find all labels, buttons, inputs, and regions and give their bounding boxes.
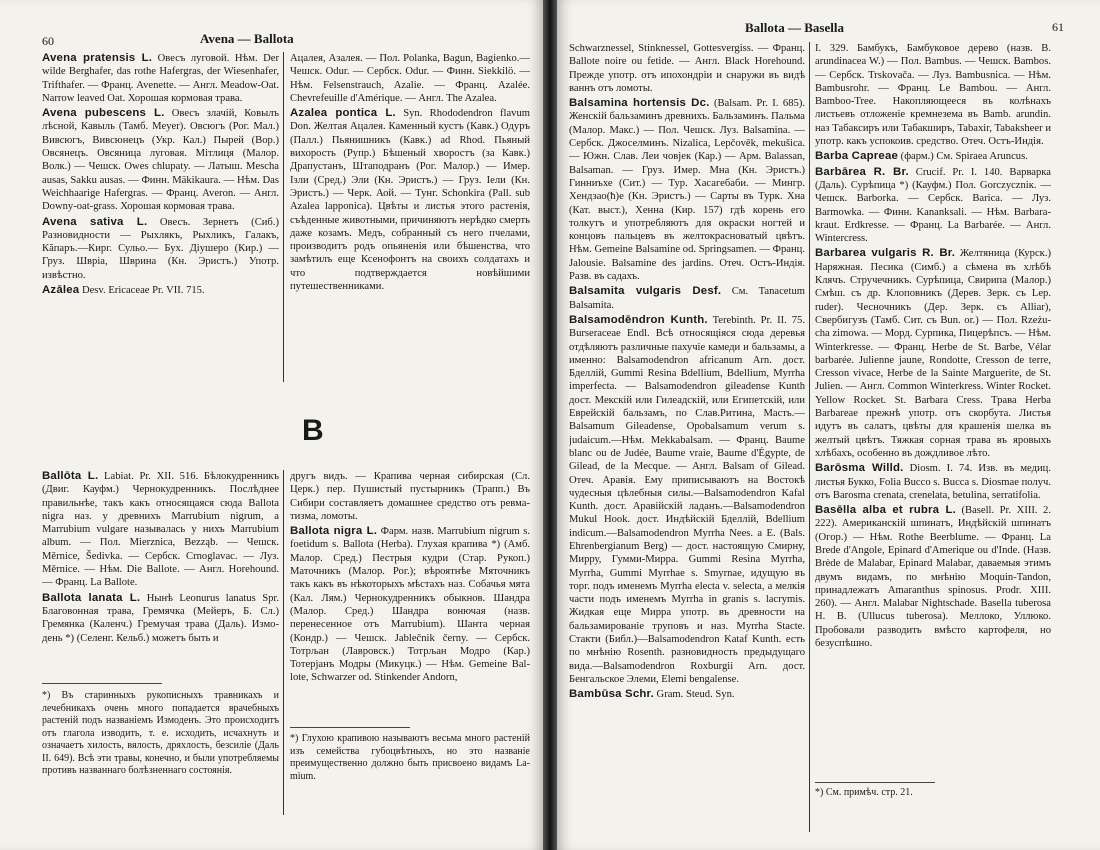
section-letter: B <box>302 414 324 447</box>
entry-text: См. Tanacetum Balsamita. <box>569 286 805 311</box>
footnote-1: *) Въ старинныхъ рукописныхъ травникахъ и лечебникахъ очень много попадается врачебныхъ растеній подъ названіемъ Измоденъ. Это происходитъ отъ глагола изводить, т. е. исходить, исчахнуть и означаетъ хилость, вялость, дряхлость, безсиліе (Даль II. 649). Всѣ эти травы, конечно, и были употребляемы противъ названнаго болѣзненнаго состоянія. <box>42 690 279 776</box>
dictionary-entry <box>569 688 805 701</box>
entry-headword: Basēlla alba et rubra L. <box>815 504 956 517</box>
right-page <box>557 0 1100 850</box>
entry-headword: Ballōta L. <box>42 470 99 482</box>
entry-text: Ацалея, Азалея. — Пол. Polanka, Bagun, Bagienko.— Чешск. Odur. — Сербск. Odur. — Финн. Siekkilö. — Нѣм. Felsenstrauch, Azalie. — Франц. Azalée. Chevrefeuille d'Amérique. — Англ. The Azalea. <box>290 53 530 104</box>
running-header: Avena — Ballota <box>200 31 294 46</box>
entry-text: Овесъ злачій, Ковылъ лѣсной, Кавыль (Тамб. Meyer). Овсюгъ (Рог. Мал.) Вивсюгъ, Вивсюнецъ (Укр. Кал.) Пырей (Вор.) Овсянецъ. Овсяница луговая. Мітлиця (Малор. Волк.) — Чешск. Owes chlupaty. — Латыш. Mescha ausas, Sakku ausas. — Финн. Mäkikaura. — Нѣм. Das Weichhaarige Hafergras. — Франц. Averon. — Англ. Downy-oat-grass. Хорошая кормовая трава. <box>42 108 279 213</box>
column-divider <box>283 470 284 815</box>
entry-text: (Basell. Pr. XIII. 2. 222). Американскій шпинатъ, Индѣйскій шпинатъ (Огор.) — Нѣм. Rothe Beerblume. — Франц. La Brede d'Angole, Epinard d'Amerique ou d'Inde. (Назв. Brède de Malabar, Epinard Malabar, даваемыя этимъ двумъ видамъ, по мнѣнію Moquin-Tandon, принадлежатъ Amaranthus spinosus. Prodr. XIII. 260). — Англ. Malabar Nightschade. Basella tuberosa H. B. (Ullucus tuberosa). Меллоко, Уллюко. Пробовали разводить вмѣсто картофеля, но безуспѣшно. <box>815 505 1051 650</box>
entry-text: Diosm. I. 74. Изв. въ медиц. листья Букко, Folia Bucco s. Bucca s. Diosmae получ. отъ Barosma crenata, crenelata, betulina, serratifolia. <box>815 463 1051 501</box>
footnote-2: *) Глухою крапивою называютъ весьма много растеній изъ семейства губоцвѣтныхъ, но это названіе преимущественно должно быть присвоено видамъ Lamium. <box>290 733 530 782</box>
top-column-1 <box>42 52 279 398</box>
column-divider <box>809 42 810 832</box>
dictionary-entry <box>815 166 1051 246</box>
column-divider <box>283 52 284 382</box>
dictionary-entry <box>815 462 1051 502</box>
dictionary-entry <box>42 592 279 645</box>
bottom-column-2 <box>290 470 530 722</box>
dictionary-entry <box>42 284 279 297</box>
top-column-2 <box>290 52 530 398</box>
dictionary-entry <box>290 107 530 293</box>
entry-headword: Ballota nigra L. <box>290 525 378 538</box>
dictionary-entry <box>815 504 1051 650</box>
footnote: *) См. примѣч. стр. 21. <box>815 787 913 798</box>
entry-text: Crucif. Pr. I. 140. Варварка (Даль). Сурѣпица *) (Кауфм.) Пол. Gorczyczniк. — Чешск. Barborka. — Сербск. Barica. — Луз. Barmowka. — Финн. Kananksali. — Нѣм. Barbarakraut. Erdkresse. — Франц. La Barbarée. — Англ. Wintercress. <box>815 166 1051 245</box>
dictionary-entry <box>42 107 279 213</box>
footnote-rule <box>815 782 935 783</box>
entry-text: Gram. Steud. Syn. <box>653 689 735 701</box>
page-number: 60 <box>42 34 54 48</box>
entry-headword: Azālea <box>42 284 80 297</box>
entry-text: I. 329. Бамбукъ, Бамбуковое дерево (назв. В. arundinacea W.) — Пол. Bambus. — Чешск. Bambos. — Сербск. Trskovača. — Луз. Bambusnica. — Нѣм. Bambusrohr. — Франц. Le Bambou. — Англ. Bamboo-Tree. Накопляющееся въ колѣнахъ листьевъ отложеніе кремнезема въ Bamb. arundin. наз Табаксиръ или Табакширъ, Tabaxir, Tabaksheer и употр. какъ успокоив. средство. Отеч. Остъ-Индія. <box>815 43 1051 148</box>
dictionary-entry <box>42 470 279 590</box>
running-header: Ballota — Basella <box>745 20 844 35</box>
right-column-1 <box>569 42 805 842</box>
bottom-column-1 <box>42 470 279 678</box>
right-column-2 <box>815 42 1051 782</box>
footnote-rule <box>42 683 162 684</box>
entry-text: другъ видъ. — Крапива черная сибирская (Сл. Церк.) пер. Пушистый пустырникъ (Трапп.) Въ Сибири составляетъ домашнее средство отъ ревматизма, ломоты. <box>290 471 530 522</box>
entry-headword: Azalea pontica L. <box>290 107 396 120</box>
entry-headword: Balsamodēndron Kunth. <box>569 313 708 326</box>
dictionary-entry <box>42 52 279 105</box>
dictionary-entry <box>42 216 279 282</box>
entry-text: Желтяница (Курск.) Наряжная. Песика (Симб.) а сѣмена въ хлѣбѣ Клячъ. Стручечникъ. Сурѣпица, Свирипа (Малор.) Смѣш. съ др. Клоповникъ (Дерев. Зерк. съ Lep. ruder). Чесночникъ (Дер. Зерк. съ Alliar), Свербигузъ (Тамб. Сит. съ Bun. or.) — Пол. Rzeżucha zimowa. — Морд. Сурпика, Пицерѣпсъ. — Нѣм. Winterkresse. — Франц. Herbe de St. Barbe, Vélar barbarée. Julienne jaune, Rondotte, Cresson de terre, Cresson vivace, Herbe de la Sainte Marguerite, de St. Julien. — Англ. Common Winterkress. Winter Rocket. Yellow Rocket. St. Barbara Cress. Трава Herba Barbareae прежнѣ употр. отъ скорбута. Листья идутъ въ салатъ, цвѣты для крашенія шелка въ желтый цвѣтъ. Тяжкая сорная трава въ яровыхъ хлѣбахъ, особенно въ дождливое лѣто. <box>815 248 1051 459</box>
entry-headword: Barbārea R. Br. <box>815 165 909 178</box>
dictionary-entry <box>290 470 530 523</box>
entry-text: Фарм. назв. Marrubium nigrum s. foetidum s. Ballota (Herba). Глухая крапива *) (Амб. Малор. Сред.) Пестрыя кудри (Стар. Рукоп.) Маточникъ (Малор. Рог.); вѣроятнѣе Мяточникъ такъ какъ въ нѣкоторыхъ мѣстахъ наз. Собачья мята (Кал. Лям.) Чернокудренникъ обыкнов. Шандра (Малор. Сред.) Шандра вонючая (назв. перенесенное отъ Marrubium). Шанта черная (Кондр.) — Чешск. Jablečnik černy. — Сербск. Тотрљан (Лавровск.) Тотрљан Модро (Кар.) Тотерјанъ Модры (Микуцк.) — Нѣм. Gemeine Ballote, Schwarzer od. Stinkender Andorn, <box>290 526 530 684</box>
entry-headword: Avena pratensis L. <box>42 52 153 64</box>
entry-headword: Barbarea vulgaris R. Br. <box>815 247 956 260</box>
dictionary-entry <box>569 285 805 312</box>
footnote-rule <box>290 727 410 728</box>
dictionary-entry <box>569 314 805 686</box>
entry-text: Desv. Ericaceae Pr. VII. 715. <box>79 285 205 297</box>
entry-text: Овесъ луговой. Нѣм. Der wilde Berghafer, das rothe Hafergras, der Wiesenhafer, Trifthafer. — Франц. Avenette. — Англ. Meadow-Oat. Narrow leaved Oat. Хорошая кормовая трава. <box>42 53 279 104</box>
dictionary-entry <box>815 150 1051 163</box>
entry-text: (Balsam. Pr. I. 685). Женскій бальзаминъ древнихъ. Бальзаминъ. Пальма (Малор. Макс.) — Пол. Чешск. Луз. Balsamina. — Сербск. Джоселминъ. Nizalica, Lepčovēk, mekušica. — Южн. Слав. Леи човјек (Кар.) — Арм. Balassan, Balsaman. — Груз. Имер. Мна (Кн. Эристъ.) Гинниъхе (Сит.) — Тур. Хасагебаби. — Мингр. Хендзао(ħ)е (Кн. Эристъ.) — Сарты въ Турк. Хна (Кат. выст.), Хенна (Кир. 157) гдѣ корень его толкутъ и употребляютъ для окраски ногтей и концовъ пальцевъ въ желтокрасноватый цвѣтъ. Нѣм. Gemeine Balsamine od. Springsamen. — Франц. Jalousie. Balsamine des jardins. Отеч. Остъ-Индія. Разв. въ садахъ. <box>569 98 805 283</box>
page-number: 61 <box>1052 20 1064 34</box>
entry-text: Овесъ. Зернетъ (Сиб.) Разновидности — Рыхлякъ, Рыхликъ, Галакъ, Кăпаръ.—Кирг. Сульо.— Бух. Дiушеро (Кир.) — Груз. Шврiа, Шврина (Кн. Эристъ.) Употр. извѣстно. <box>42 216 279 281</box>
entry-text: Нынѣ Leonurus lanatus Spr. Благовонная трава, Гремячка (Мейеръ, Б. Сл.) Гремянка (Каленч.) Гремучая трава (Даль). Измодень *) (Селенг. Кельб.) можетъ быть и <box>42 592 279 644</box>
entry-headword: Avena pubescens L. <box>42 107 165 120</box>
dictionary-entry <box>290 52 530 105</box>
entry-text: Labiat. Pr. XII. 516. Бѣлокудренникъ (Двиг. Кауфм.) Чернокудренникъ. Послѣднее правильнѣе, такъ какъ относящаяся сюда Ballota nigra наз. у древнихъ Marrubium nigrum, а Marrubium vulgare называлась у нихъ Marrubium album. — Пол. Mierznica, Bezząb. — Чешск. Měrnice, Šedivka. — Сербск. Crnoglavac. — Луз. Měrnice. — Нѣм. Die Ballote. — Англ. Horehound. — Франц. La Ballote. <box>42 471 279 589</box>
dictionary-entry <box>815 247 1051 460</box>
entry-headword: Balsamina hortensis Dc. <box>569 97 710 110</box>
entry-headword: Barba Capreae <box>815 150 899 163</box>
entry-headword: Ballota lanata L. <box>42 591 141 604</box>
book-gutter <box>543 0 557 850</box>
entry-text: (фарм.) См. Spiraea Aruncus. <box>898 151 1028 163</box>
dictionary-entry <box>569 42 805 95</box>
entry-headword: Balsamita vulgaris Desf. <box>569 285 722 298</box>
entry-headword: Avena sativa L. <box>42 215 148 228</box>
dictionary-entry <box>290 525 530 685</box>
dictionary-entry <box>569 97 805 283</box>
entry-headword: Barōsma Willd. <box>815 462 904 475</box>
left-page <box>0 0 543 850</box>
entry-text: Syn. Rhododendron flavum Don. Желтая Ацалея. Каменный кустъ (Кавк.) Одуръ (Палл.) Пьянишникъ (Кавк.) ad Rhod. Пьяный вихорость (Рупр.) Бѣшеный хворостъ (за Кавк.) Драпустанъ, Штаподранъ (Рог. Малор.) — Имер. Ізли (Сред.) Эли (Кн. Эристъ.) — Груз. Іели (Кн. Эристъ.) — Черк. Аой. — Тунг. Schonkira (Pall. sub Azalea lapponica). Цвѣты и листья этого растенія, съѣденные животными, причиняютъ нерѣдко смерть даже козамъ. Медъ, собранный съ него пчелами, производитъ родъ опьяненія или бѣшенства, что замѣтилъ еще Ксенофонтъ на своихъ солдатахъ и что подтверждается новѣйшими путешественниками. <box>290 108 530 293</box>
entry-text: Schwarznessel, Stinknessel, Gottesvergiss. — Франц. Ballote noire ou fetide. — Англ. Black Horehound. Прежде употр. отъ ипохондріи и снаружи въ видѣ ваннъ отъ ломоты. <box>569 43 805 94</box>
entry-headword: Bambūsa Schr. <box>569 688 654 701</box>
dictionary-entry <box>815 42 1051 148</box>
entry-text: Terebinth. Pr. II. 75. Burseraceae Endl. Всѣ относящіяся сюда деревья отдѣляютъ различные пахучіе камеди и бальзамы, а именно: Balsamodendron africanum Arn. дост. Бделлій, Gummi Resina Bdellium, Bdellium, Myrrha imperfecta. — Balsamodendron gileadense Kunth дост. Мекскій или Гилеадскій, или Египетскій, или Еврейскій бальзамъ, по Слав.Ритина, Масть.—Balsamum Gileadense, Opobalsamum verum s. judaicum.—Нѣм. Mekkabalsam. — Франц. Baume blanc ou de Judée, Baume vraie, Baume d'Égypte, de Gilead, de la Mecque. — Англ. Balsam of Gilead. Отеч. Аравія. Ему приписываютъ на Востокѣ чудесныя цѣлебныя силы.—Balsamodendron Kafal Kunth. дост. Аравійскій ладанъ.—Balsamodendron Mukul Hook. дост. Индѣйскій Бделлій, Bdellium indicum.—Balsamodendron Myrrha Nees. a E. (Bals. Ehrenbergianum Berg) — дост. настоящую Смирну, Мирру, Гумми-Мирра. Gummi Resina Myrrha, Myrrha, Gummi Myrrhae s. Smyrnae, идущую въ торг. подъ именемъ Myrrha electa v. selecta, а мелкія части подъ именемъ Myrrha in granis s. lacrymis. Жидкая еще Мирра употр. въ древности на бальзамированіе труповъ и наз. Myrrha Stacte. Стакти (Библ.)—Balsamodendron Kataf Kunth. есть по мнѣнію Rosenth. разновидность предыдущаго вида.—Balsamodendron Roxburgii Arn. дост. Бенгальское Элеми, Elemi bengalense. <box>569 314 805 685</box>
